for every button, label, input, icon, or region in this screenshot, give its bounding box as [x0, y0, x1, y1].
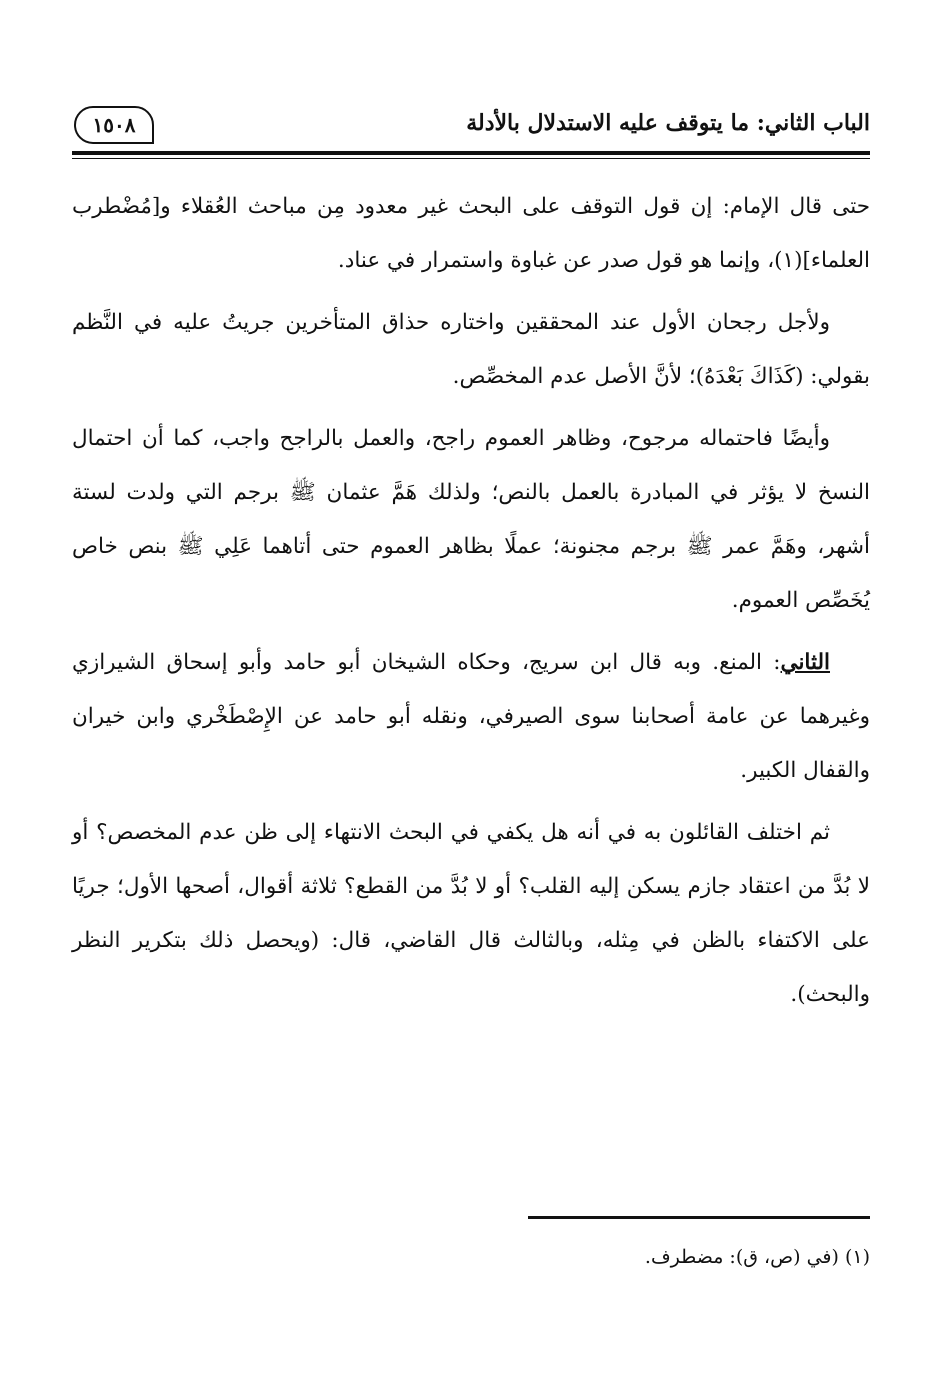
header-rule-thin — [72, 158, 870, 159]
header-rule — [72, 151, 870, 155]
paragraph-text: : المنع. وبه قال ابن سريج، وحكاه الشيخان أبو حامد وأبو إسحاق الشيرازي وغيرهما عن عامة أصحابنا سوى الصيرفي، ونقله أبو حامد عن الإِصْطَخْري وابن خيران والقفال الكبير. — [72, 650, 870, 783]
section-keyword: الثاني — [780, 650, 830, 675]
page-number: ١٥٠٨ — [74, 106, 154, 144]
paragraph: ثم اختلف القائلون به في أنه هل يكفي في البحث الانتهاء إلى ظن عدم المخصص؟ أو لا بُدَّ من اعتقاد جازم يسكن إليه القلب؟ أو لا بُدَّ من القطع؟ ثلاثة أقوال، أصحها الأول؛ جريًا على الاكتفاء بالظن في مِثله، وبالثالث قال القاضي، قال: (ويحصل ذلك بتكرير النظر والبحث). — [72, 820, 870, 1007]
body-text — [72, 180, 870, 1030]
paragraph: ولأجل رجحان الأول عند المحققين واختاره حذاق المتأخرين جريتُ عليه في النَّظم بقولي: (كَذَاكَ بَعْدَهُ)؛ لأنَّ الأصل عدم المخصِّص. — [72, 310, 870, 389]
chapter-title: الباب الثاني: ما يتوقف عليه الاستدلال بالأدلة — [466, 110, 870, 136]
footnote-separator — [528, 1216, 870, 1219]
paragraph — [72, 636, 870, 798]
footnote: (١) (في (ص، ق): مضطرف. — [644, 1246, 870, 1268]
running-header — [72, 100, 870, 148]
paragraph: وأيضًا فاحتماله مرجوح، وظاهر العموم راجح، والعمل بالراجح واجب، كما أن احتمال النسخ لا يؤثر في المبادرة بالعمل بالنص؛ ولذلك هَمَّ عثمان ﷺ برجم التي ولدت لستة أشهر، وهَمَّ عمر ﷺ برجم مجنونة؛ عملًا بظاهر العموم حتى أتاهما عَلِي ﷺ بنص خاص يُخَصِّص العموم. — [72, 426, 870, 613]
paragraph: حتى قال الإمام: إن قول التوقف على البحث غير معدود مِن مباحث العُقلاء و[مُضْطرب العلماء](١)، وإنما هو قول صدر عن غباوة واستمرار في عناد. — [72, 194, 870, 273]
